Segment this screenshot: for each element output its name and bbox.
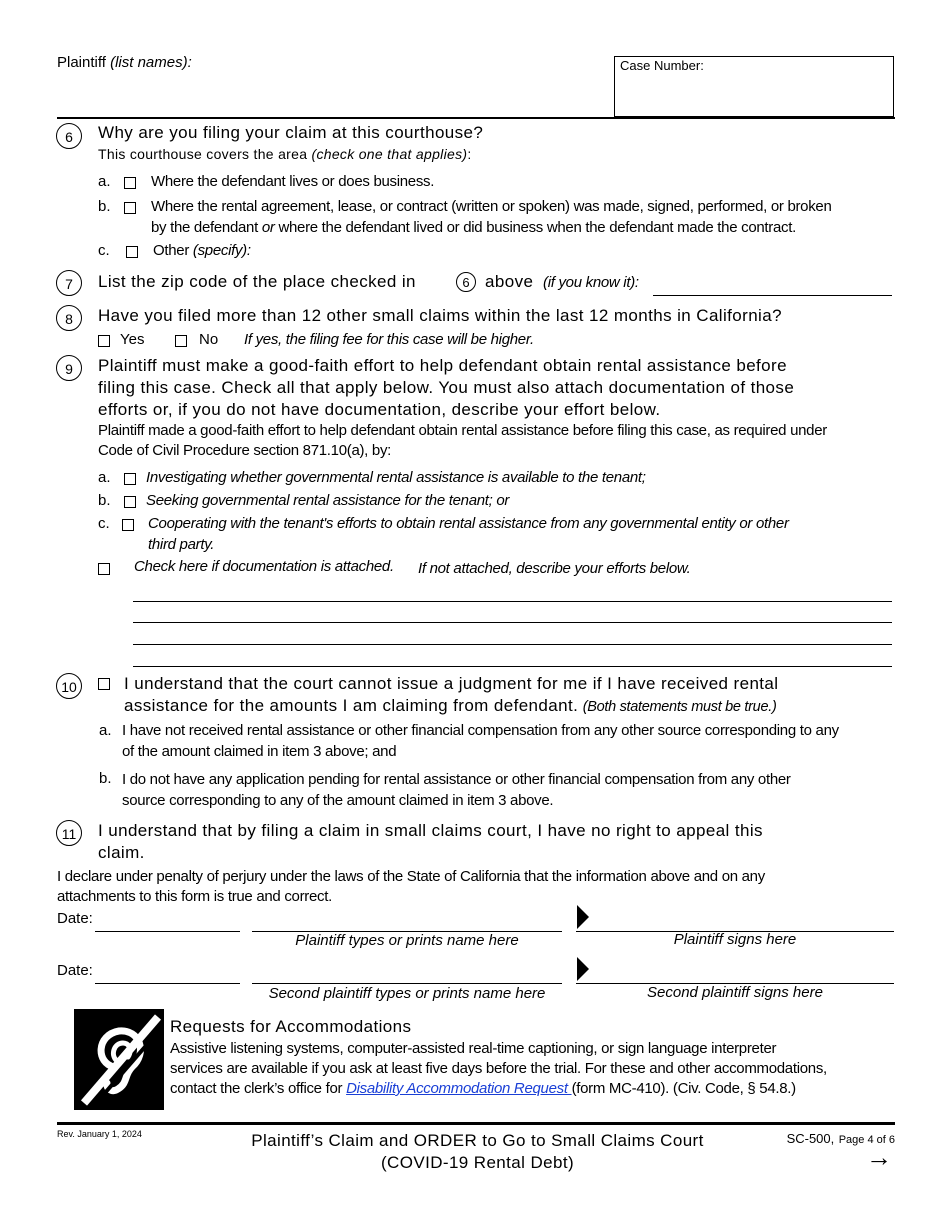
q9-option-c-checkbox[interactable]	[122, 519, 134, 531]
q6-option-c-letter: c.	[98, 242, 110, 259]
q6-option-a-text: Where the defendant lives or does business.	[151, 173, 435, 190]
q9-statement-line1: Plaintiff made a good-faith effort to help defendant obtain rental assistance before filing this case, as required under	[98, 422, 827, 439]
accommodations-line2: services are available if you ask at least five days before the trial. For these and other accommodations,	[170, 1060, 827, 1077]
q6-subtext-hint: (check one that applies)	[311, 146, 468, 162]
q10-item-a-line1: I have not received rental assistance or other financial compensation from any other source corresponding to any	[122, 722, 839, 739]
accommodations-line1: Assistive listening systems, computer-assisted real-time captioning, or sign language interpreter	[170, 1040, 777, 1057]
item-number-7: 7	[56, 270, 82, 296]
item-number-10: 10	[56, 673, 82, 699]
q10-statement-hint: (Both statements must be true.)	[582, 699, 777, 715]
q9-option-b-checkbox[interactable]	[124, 496, 136, 508]
footer-title-line1: Plaintiff’s Claim and ORDER to Go to Small Claims Court	[251, 1131, 704, 1150]
disability-accommodation-request-link[interactable]: Disability Accommodation Request	[346, 1080, 572, 1097]
q6-option-c-text: Other	[153, 242, 190, 259]
q7-question-post: above	[485, 272, 534, 291]
plaintiff-hint: (list names):	[110, 54, 192, 71]
q6-option-b-letter: b.	[98, 198, 111, 215]
q9-doc-note: If not attached, describe your efforts below.	[418, 560, 691, 577]
q6-option-c-hint: (specify):	[192, 242, 251, 259]
q10-statement-line1: I understand that the court cannot issue a judgment for me if I have received rental	[124, 674, 779, 693]
q9-option-a-text: Investigating whether governmental rental assistance is available to the tenant;	[146, 469, 646, 486]
name-caption-1: Plaintiff types or prints name here	[295, 932, 519, 949]
q10-statement-line2-row	[124, 696, 776, 716]
arrow-right-icon[interactable]: →	[866, 1142, 892, 1172]
assistive-listening-icon	[74, 1009, 164, 1110]
case-number-field[interactable]	[614, 56, 894, 117]
q7-hint: (if you know it):	[543, 274, 639, 291]
q9-effort-line-4[interactable]	[133, 666, 892, 667]
q10-item-a-line2: of the amount claimed in item 3 above; and	[122, 743, 397, 760]
q11-line1: I understand that by filing a claim in small claims court, I have no right to appeal this	[98, 821, 763, 840]
q7-question-pre: List the zip code of the place checked in	[98, 272, 416, 291]
sign-here-arrow-1-icon	[577, 905, 589, 929]
case-number-label: Case Number:	[620, 58, 704, 73]
date-input-line-2[interactable]	[95, 983, 240, 984]
q6-question: Why are you filing your claim at this courthouse?	[98, 123, 484, 142]
q9-option-c-letter: c.	[98, 515, 110, 532]
q6-option-a-letter: a.	[98, 173, 111, 190]
plaintiff-label: Plaintiff	[57, 54, 106, 71]
q6-option-c-checkbox[interactable]	[126, 246, 138, 258]
q9-effort-line-2[interactable]	[133, 622, 892, 623]
q7-ref-number-6: 6	[456, 272, 476, 292]
q9-question-line3: efforts or, if you do not have documentation, describe your effort below.	[98, 400, 661, 419]
sign-caption-1: Plaintiff signs here	[673, 931, 797, 948]
declaration-line2: attachments to this form is true and correct.	[57, 888, 332, 905]
footer-divider	[57, 1122, 895, 1125]
q9-documentation-checkbox[interactable]	[98, 563, 110, 575]
date-label-1: Date:	[57, 910, 93, 927]
q8-question: Have you filed more than 12 other small claims within the last 12 months in California?	[98, 306, 782, 325]
q9-option-c-line1: Cooperating with the tenant's efforts to obtain rental assistance from any governmental entity or other	[148, 515, 789, 532]
q6-option-b-line2-post: where the defendant lived or did business when the defendant made the contract.	[274, 219, 796, 236]
date-input-line-1[interactable]	[95, 931, 240, 932]
q6-option-b-line2-pre: by the defendant	[151, 219, 262, 236]
q10-item-b-line2: source corresponding to any of the amount claimed in item 3 above.	[122, 792, 554, 809]
q6-option-b-line1: Where the rental agreement, lease, or contract (written or spoken) was made, signed, performed, or broken	[151, 198, 832, 215]
q8-no-checkbox[interactable]	[175, 335, 187, 347]
q6-subtext-text: This courthouse covers the area	[98, 146, 308, 162]
q6-option-c-label	[153, 242, 251, 259]
item-number-8: 8	[56, 305, 82, 331]
accommodations-line3	[170, 1080, 796, 1097]
q9-option-a-letter: a.	[98, 469, 111, 486]
q10-checkbox[interactable]	[98, 678, 110, 690]
q10-item-b-line1: I do not have any application pending for rental assistance or other financial compensation from any other	[122, 771, 791, 788]
item-number-9: 9	[56, 355, 82, 381]
q9-effort-line-1[interactable]	[133, 601, 892, 602]
q9-statement-line2: Code of Civil Procedure section 871.10(a), by:	[98, 442, 392, 459]
revision-date: Rev. January 1, 2024	[57, 1129, 142, 1139]
date-label-2: Date:	[57, 962, 93, 979]
q10-item-b-letter: b.	[99, 770, 112, 787]
footer-title-line2: (COVID-19 Rental Debt)	[380, 1153, 575, 1172]
q10-item-a-letter: a.	[99, 722, 112, 739]
q9-effort-line-3[interactable]	[133, 644, 892, 645]
declaration-line1: I declare under penalty of perjury under the laws of the State of California that the information above and on any	[57, 868, 765, 885]
q6-option-a-checkbox[interactable]	[124, 177, 136, 189]
q9-question-line2: filing this case. Check all that apply below. You must also attach documentation of those	[98, 378, 795, 397]
q10-statement-line2: assistance for the amounts I am claiming from defendant.	[124, 696, 579, 715]
plaintiff-name-line-2[interactable]	[252, 983, 562, 984]
sign-caption-2: Second plaintiff signs here	[647, 984, 823, 1001]
q6-option-b-line2	[151, 219, 796, 236]
header-divider	[57, 117, 895, 119]
q9-question-line1: Plaintiff must make a good-faith effort to help defendant obtain rental assistance before	[98, 356, 787, 375]
sign-here-arrow-2-icon	[577, 957, 589, 981]
q7-zip-input-line[interactable]	[653, 295, 892, 296]
page-label: Page 4 of 6	[838, 1134, 895, 1146]
item-number-6: 6	[56, 123, 82, 149]
q8-no-label: No	[199, 331, 219, 348]
q9-option-a-checkbox[interactable]	[124, 473, 136, 485]
q6-option-b-checkbox[interactable]	[124, 202, 136, 214]
item-number-11: 11	[56, 820, 82, 846]
q11-line2: claim.	[98, 843, 145, 862]
form-id: SC-500,	[786, 1131, 835, 1146]
q8-yes-label: Yes	[120, 331, 145, 348]
accommodations-line3-pre: contact the clerk’s office for	[170, 1080, 347, 1097]
q8-yes-checkbox[interactable]	[98, 335, 110, 347]
q9-doc-check-label: Check here if documentation is attached.	[134, 558, 394, 575]
name-caption-2: Second plaintiff types or prints name here	[268, 985, 546, 1002]
q9-option-b-text: Seeking governmental rental assistance for the tenant; or	[146, 492, 510, 509]
accommodations-title: Requests for Accommodations	[170, 1017, 412, 1036]
accommodations-line3-post: (form MC-410). (Civ. Code, § 54.8.)	[571, 1080, 796, 1097]
q9-option-c-line2: third party.	[148, 536, 215, 553]
q9-option-b-letter: b.	[98, 492, 111, 509]
plaintiff-label-row	[57, 54, 192, 71]
q6-subtext	[98, 146, 472, 162]
q8-note: If yes, the filing fee for this case will be higher.	[244, 331, 534, 348]
q6-subtext-end: :	[467, 146, 472, 162]
q6-option-b-line2-or: or	[261, 219, 275, 236]
